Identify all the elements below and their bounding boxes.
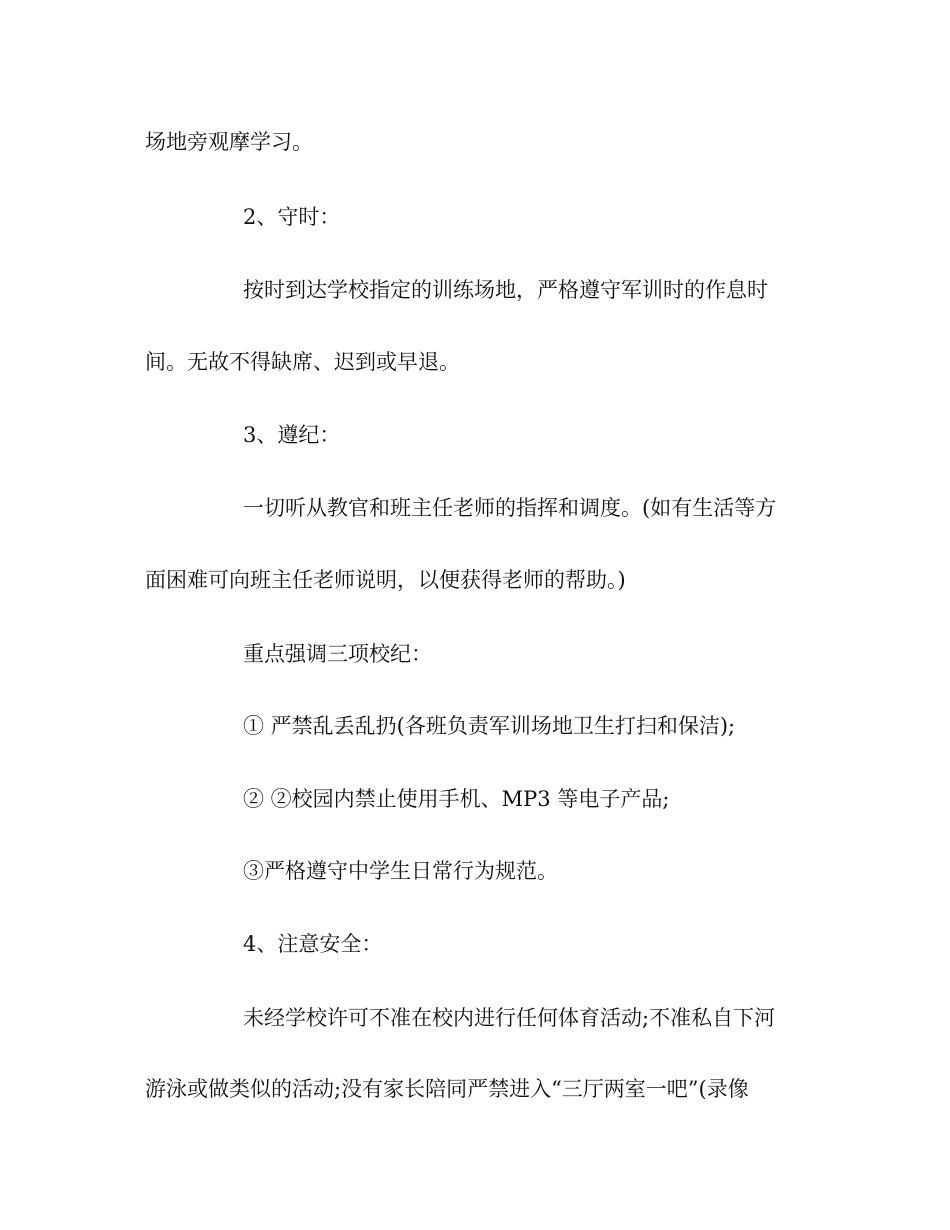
section-heading-punctuality: 2、守时： xyxy=(243,205,341,229)
paragraph-line: 游泳或做类似的活动;没有家长陪同严禁进入“三厅两室一吧”(录像 xyxy=(145,1077,749,1101)
subheading-school-rules: 重点强调三项校纪： xyxy=(243,642,432,666)
paragraph-line: 场地旁观摩学习。 xyxy=(145,130,313,154)
section-heading-safety: 4、注意安全： xyxy=(243,932,383,956)
paragraph-line: 面困难可向班主任老师说明，以便获得老师的帮助。) xyxy=(145,568,626,592)
paragraph-line: 按时到达学校指定的训练场地，严格遵守军训时的作息时 xyxy=(243,278,768,302)
paragraph-line: 未经学校许可不准在校内进行任何体育活动;不准私自下河 xyxy=(243,1006,776,1030)
paragraph-line: 间。无故不得缺席、迟到或早退。 xyxy=(145,350,460,374)
section-heading-discipline: 3、遵纪： xyxy=(243,423,341,447)
paragraph-line: 一切听从教官和班主任老师的指挥和调度。(如有生活等方 xyxy=(243,496,777,520)
list-item: ① 严禁乱丢乱扔(各班负责军训场地卫生打扫和保洁); xyxy=(243,714,736,738)
list-item: ② ②校园内禁止使用手机、MP3 等电子产品; xyxy=(243,787,670,811)
list-item: ③严格遵守中学生日常行为规范。 xyxy=(243,859,558,883)
